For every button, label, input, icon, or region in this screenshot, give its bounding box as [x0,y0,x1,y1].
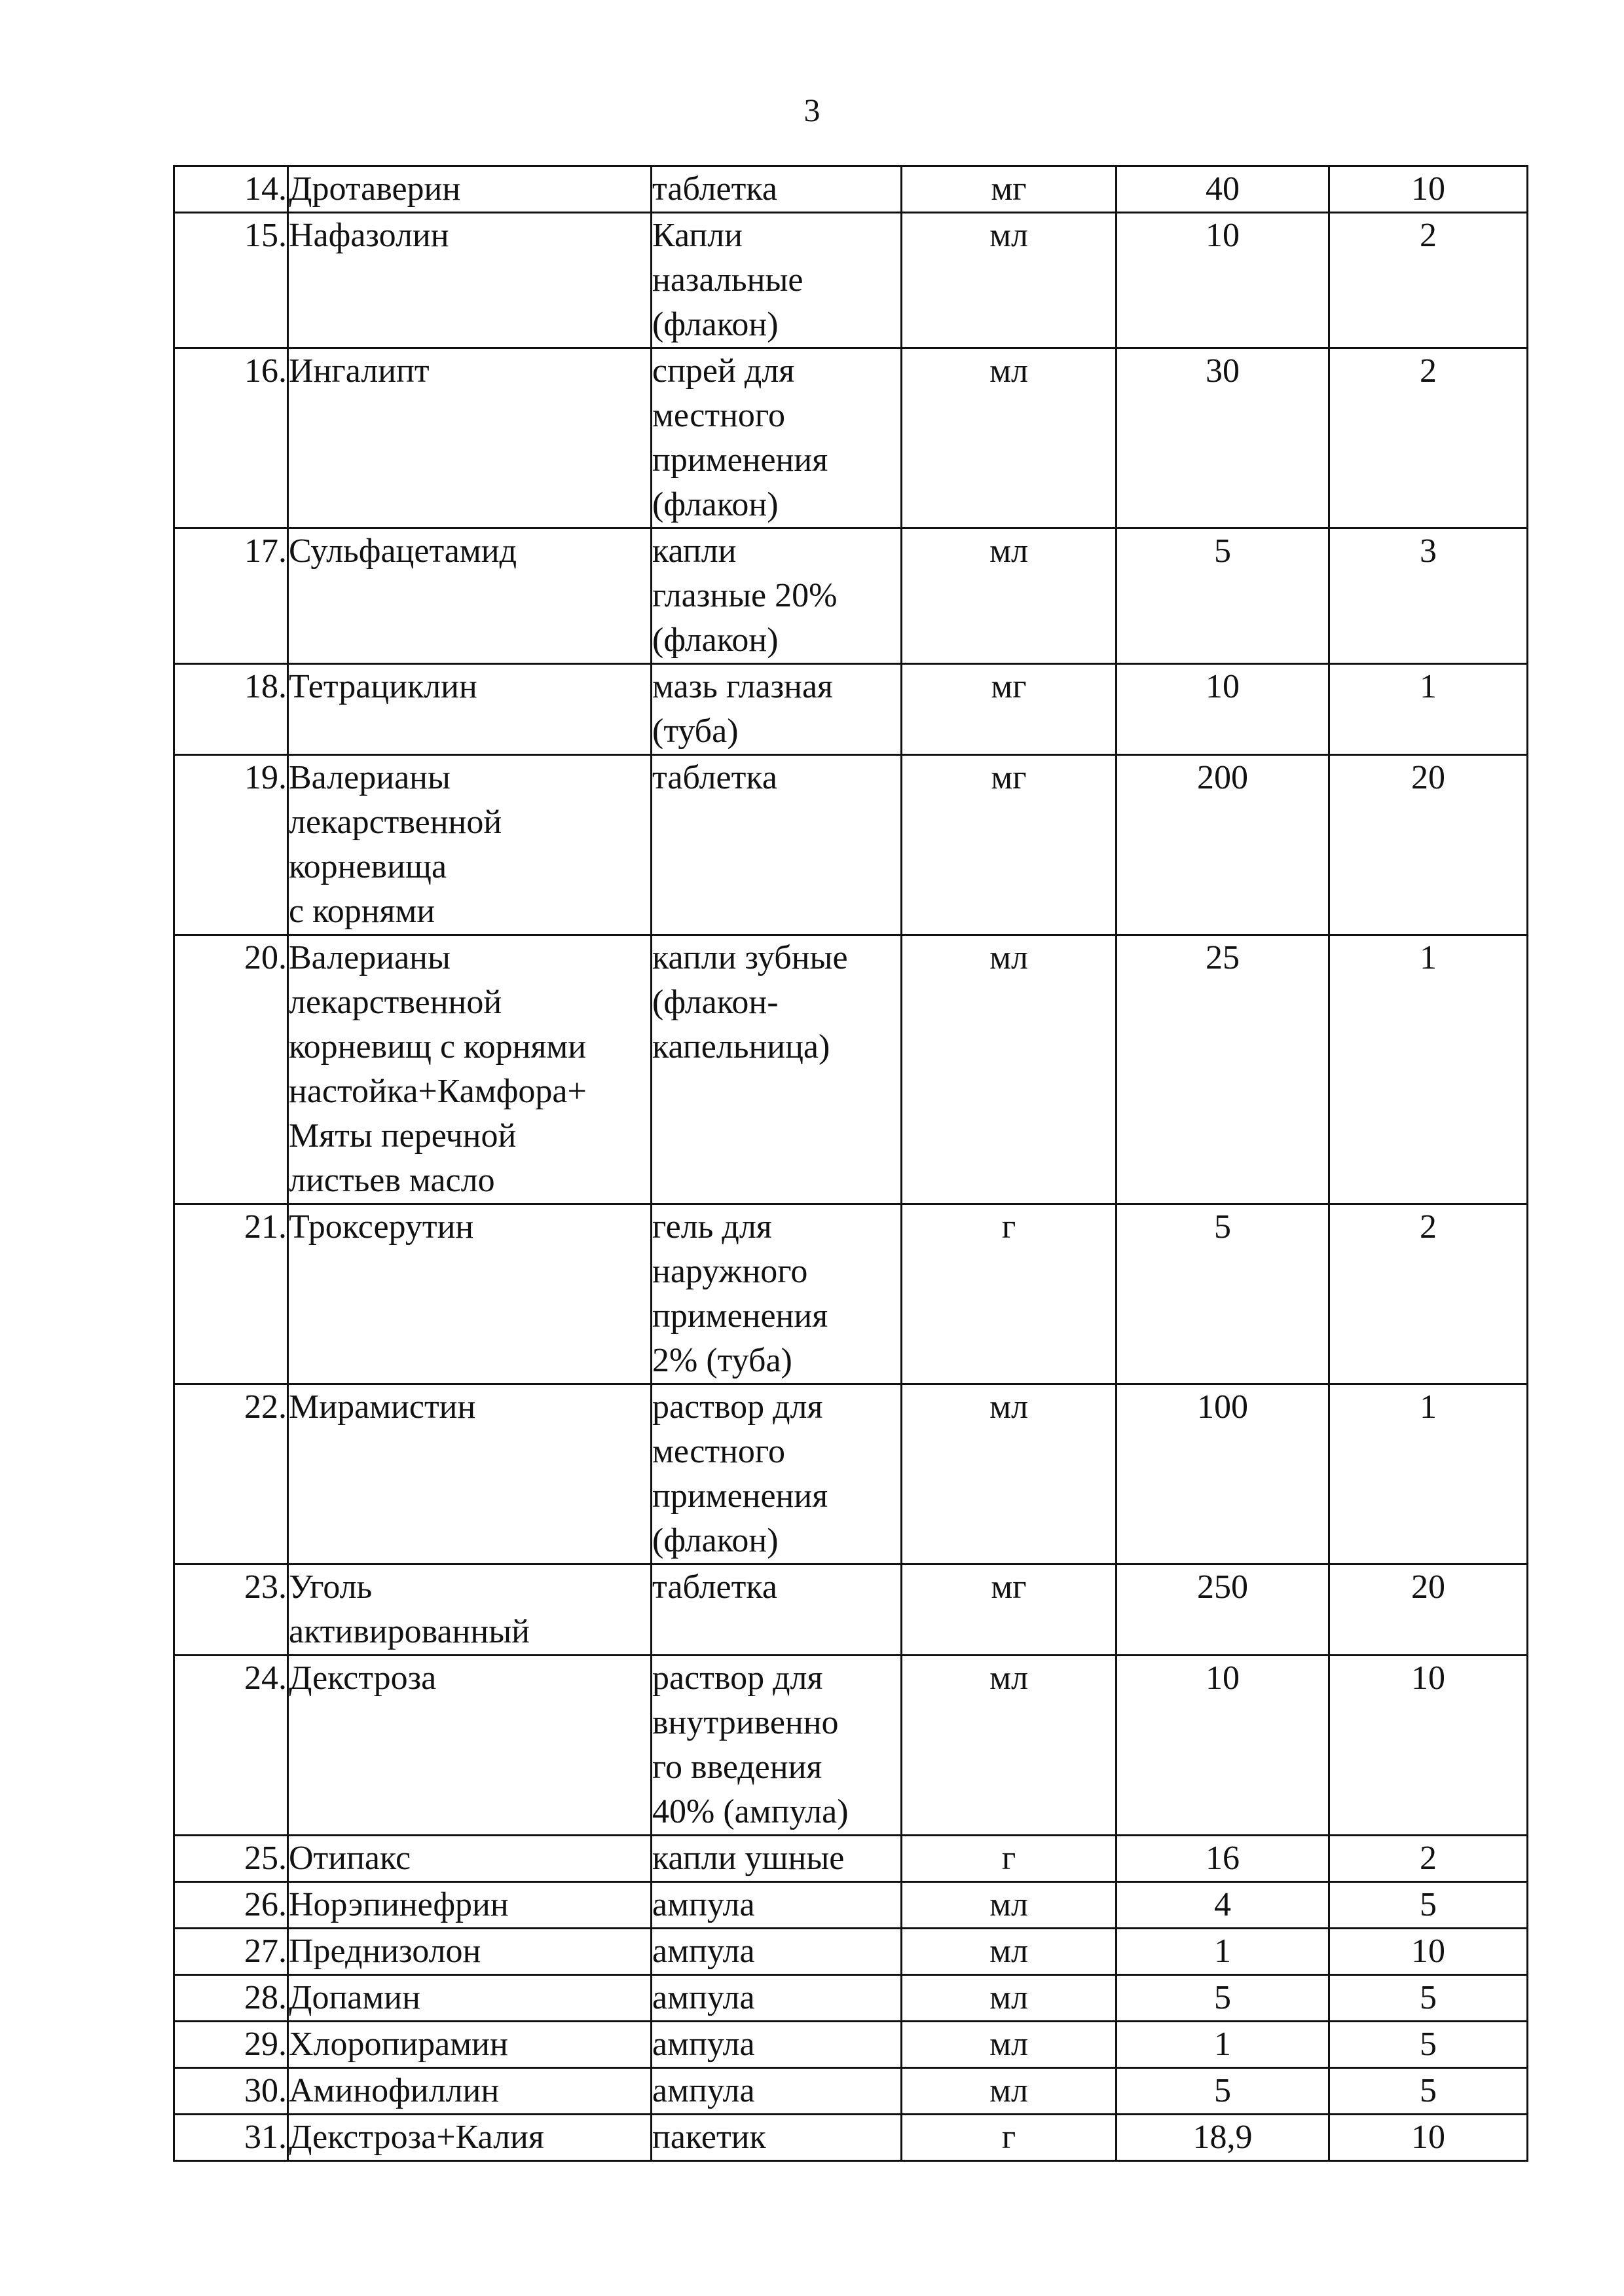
table-row [174,348,1528,528]
unit-cell: мл [902,1929,1116,1975]
unit-cell: мл [902,935,1116,1204]
drug-name-cell: Отипакс [288,1836,652,1882]
quantity-cell: 20 [1329,1565,1528,1656]
row-number-cell: 20. [174,935,288,1204]
dose-cell: 30 [1116,348,1329,528]
unit-cell: мл [902,213,1116,348]
row-number-cell: 29. [174,2022,288,2068]
drug-name-cell: Ингалипт [288,348,652,528]
unit-cell: г [902,1204,1116,1384]
dose-cell: 100 [1116,1384,1329,1565]
unit-cell: мг [902,1565,1116,1656]
row-number-cell: 16. [174,348,288,528]
quantity-cell: 5 [1329,2068,1528,2115]
dosage-form-cell: таблетка [652,166,902,213]
dose-cell: 10 [1116,664,1329,755]
row-number-cell: 28. [174,1975,288,2022]
dosage-form-cell: Капли назальные (флакон) [652,213,902,348]
dose-cell: 40 [1116,166,1329,213]
unit-cell: мл [902,1656,1116,1836]
unit-cell: мг [902,166,1116,213]
table-row [174,935,1528,1204]
drug-name-cell: Допамин [288,1975,652,2022]
unit-cell: мл [902,2022,1116,2068]
table-row [174,1882,1528,1929]
drug-name-cell: Валерианы лекарственной корневища с корнями [288,755,652,935]
dose-cell: 5 [1116,1204,1329,1384]
drug-name-cell: Мирамистин [288,1384,652,1565]
dosage-form-cell: капли глазные 20% (флакон) [652,528,902,664]
row-number-cell: 19. [174,755,288,935]
dosage-form-cell: ампула [652,1882,902,1929]
dosage-form-cell: ампула [652,1929,902,1975]
drug-name-cell: Сульфацетамид [288,528,652,664]
quantity-cell: 1 [1329,664,1528,755]
drug-name-cell: Валерианы лекарственной корневищ с корнями настойка+Камфора+ Мяты перечной листьев масло [288,935,652,1204]
table-row [174,1384,1528,1565]
row-number-cell: 14. [174,166,288,213]
row-number-cell: 15. [174,213,288,348]
quantity-cell: 1 [1329,1384,1528,1565]
row-number-cell: 23. [174,1565,288,1656]
dose-cell: 5 [1116,1975,1329,2022]
dose-cell: 4 [1116,1882,1329,1929]
table-row [174,2068,1528,2115]
dose-cell: 1 [1116,2022,1329,2068]
dosage-form-cell: таблетка [652,755,902,935]
dosage-form-cell: таблетка [652,1565,902,1656]
quantity-cell: 10 [1329,2115,1528,2161]
dosage-form-cell: гель для наружного применения 2% (туба) [652,1204,902,1384]
dose-cell: 25 [1116,935,1329,1204]
dosage-form-cell: ампула [652,1975,902,2022]
drug-table [173,165,1528,2162]
unit-cell: мл [902,348,1116,528]
dosage-form-cell: раствор для внутривенно го введения 40% (ампула) [652,1656,902,1836]
dose-cell: 1 [1116,1929,1329,1975]
table-row [174,2115,1528,2161]
drug-name-cell: Троксерутин [288,1204,652,1384]
table-row [174,166,1528,213]
drug-name-cell: Норэпинефрин [288,1882,652,1929]
unit-cell: мл [902,2068,1116,2115]
row-number-cell: 30. [174,2068,288,2115]
quantity-cell: 5 [1329,1975,1528,2022]
dosage-form-cell: мазь глазная (туба) [652,664,902,755]
dose-cell: 10 [1116,1656,1329,1836]
drug-name-cell: Аминофиллин [288,2068,652,2115]
table-row [174,664,1528,755]
dosage-form-cell: ампула [652,2068,902,2115]
unit-cell: мл [902,528,1116,664]
table-row [174,755,1528,935]
dose-cell: 18,9 [1116,2115,1329,2161]
table-row [174,1836,1528,1882]
dosage-form-cell: ампула [652,2022,902,2068]
unit-cell: мл [902,1384,1116,1565]
unit-cell: г [902,1836,1116,1882]
dose-cell: 5 [1116,2068,1329,2115]
unit-cell: г [902,2115,1116,2161]
row-number-cell: 31. [174,2115,288,2161]
quantity-cell: 2 [1329,1204,1528,1384]
unit-cell: мг [902,755,1116,935]
dosage-form-cell: капли зубные (флакон- капельница) [652,935,902,1204]
unit-cell: мл [902,1975,1116,2022]
dose-cell: 200 [1116,755,1329,935]
drug-name-cell: Декстроза [288,1656,652,1836]
drug-name-cell: Хлоропирамин [288,2022,652,2068]
table-row [174,2022,1528,2068]
table-row [174,1929,1528,1975]
table-row [174,1656,1528,1836]
row-number-cell: 26. [174,1882,288,1929]
dose-cell: 250 [1116,1565,1329,1656]
drug-name-cell: Преднизолон [288,1929,652,1975]
table-body [174,166,1528,2161]
row-number-cell: 21. [174,1204,288,1384]
drug-name-cell: Дротаверин [288,166,652,213]
unit-cell: мл [902,1882,1116,1929]
quantity-cell: 10 [1329,1656,1528,1836]
unit-cell: мг [902,664,1116,755]
row-number-cell: 24. [174,1656,288,1836]
row-number-cell: 17. [174,528,288,664]
dose-cell: 10 [1116,213,1329,348]
drug-name-cell: Уголь активированный [288,1565,652,1656]
quantity-cell: 1 [1329,935,1528,1204]
quantity-cell: 10 [1329,166,1528,213]
table-row [174,213,1528,348]
quantity-cell: 3 [1329,528,1528,664]
quantity-cell: 5 [1329,2022,1528,2068]
dosage-form-cell: пакетик [652,2115,902,2161]
dosage-form-cell: раствор для местного применения (флакон) [652,1384,902,1565]
row-number-cell: 22. [174,1384,288,1565]
table-row [174,1204,1528,1384]
row-number-cell: 27. [174,1929,288,1975]
dose-cell: 5 [1116,528,1329,664]
dosage-form-cell: спрей для местного применения (флакон) [652,348,902,528]
drug-name-cell: Тетрациклин [288,664,652,755]
table-row [174,1975,1528,2022]
quantity-cell: 5 [1329,1882,1528,1929]
drug-name-cell: Нафазолин [288,213,652,348]
quantity-cell: 2 [1329,1836,1528,1882]
dose-cell: 16 [1116,1836,1329,1882]
quantity-cell: 2 [1329,348,1528,528]
quantity-cell: 2 [1329,213,1528,348]
table-row [174,1565,1528,1656]
row-number-cell: 25. [174,1836,288,1882]
drug-name-cell: Декстроза+Калия [288,2115,652,2161]
quantity-cell: 10 [1329,1929,1528,1975]
page-number: 3 [803,92,821,128]
dosage-form-cell: капли ушные [652,1836,902,1882]
row-number-cell: 18. [174,664,288,755]
table-row [174,528,1528,664]
quantity-cell: 20 [1329,755,1528,935]
